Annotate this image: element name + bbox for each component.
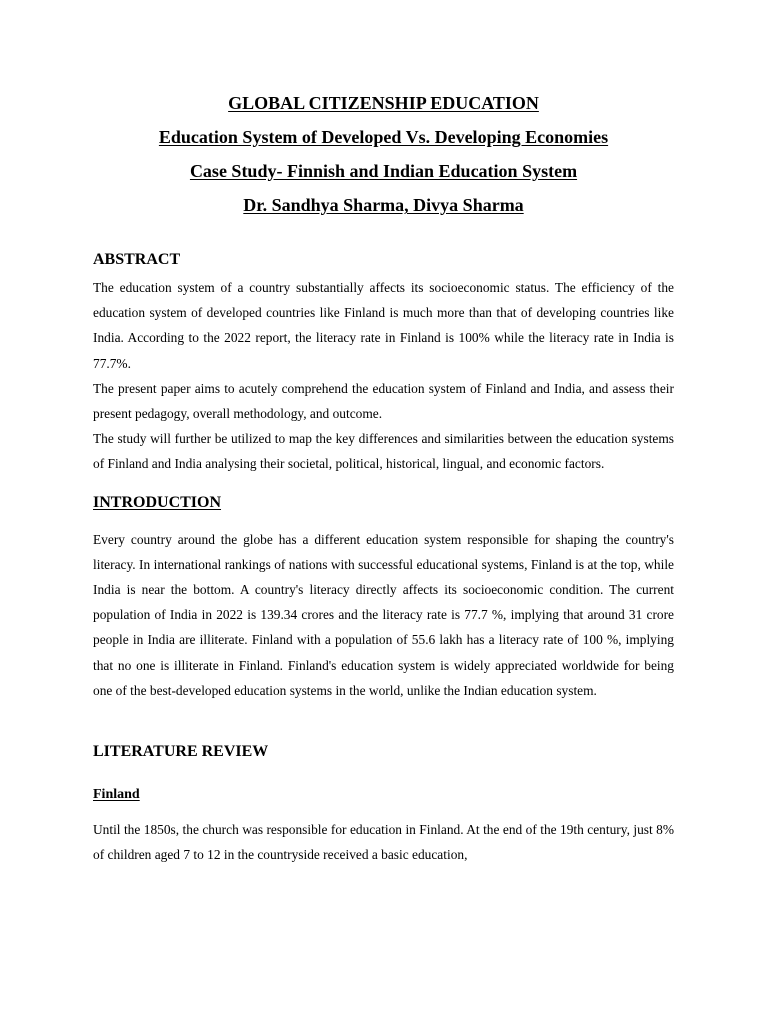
document-subtitle: Education System of Developed Vs. Developing Economies: [158, 127, 609, 147]
abstract-heading: ABSTRACT: [93, 251, 181, 268]
title-block: [93, 86, 674, 222]
abstract-paragraph-1: The education system of a country substantially affects its socioeconomic status. The efficiency of the education system of developed countries like Finland is much more than that of developing countries like India. According to the 2022 report, the literacy rate in Finland is 100% while the literacy rate in India is 77.7%.: [93, 280, 674, 371]
abstract-paragraph-2: The present paper aims to acutely comprehend the education system of Finland and India, and assess their present pedagogy, overall methodology, and outcome.: [93, 380, 674, 422]
document-title: GLOBAL CITIZENSHIP EDUCATION: [228, 93, 539, 113]
case-study-title: Case Study- Finnish and Indian Education System: [189, 161, 578, 181]
introduction-heading: INTRODUCTION: [93, 493, 222, 511]
introduction-paragraph: Every country around the globe has a different education system responsible for shaping the country's literacy. In international rankings of nations with successful educational systems, Finland is at the top, while India is near the bottom. A country's literacy directly affects its socioeconomic condition. The current population of India in 2022 is 139.34 crores and the literacy rate is 77.7 %, implying that around 31 crore people in India are illiterate. Finland with a population of 55.6 lakh has a literacy rate of 100 %, implying that no one is illiterate in Finland. Finland's education system is widely appreciated worldwide for being one of the best-developed education systems in the world, unlike the Indian education system.: [93, 531, 674, 698]
finland-subheading: Finland: [93, 787, 140, 803]
finland-paragraph: Until the 1850s, the church was responsible for education in Finland. At the end of the 19th century, just 8% of children aged 7 to 12 in the countryside received a basic education,: [93, 822, 674, 863]
authors: Dr. Sandhya Sharma, Divya Sharma: [243, 195, 524, 215]
literature-review-heading: LITERATURE REVIEW: [93, 743, 269, 761]
abstract-paragraph-3: The study will further be utilized to map the key differences and similarities between the education systems of Finland and India analysing their societal, political, historical, lingual, and economic factors.: [93, 431, 674, 472]
document-page: [93, 86, 674, 867]
